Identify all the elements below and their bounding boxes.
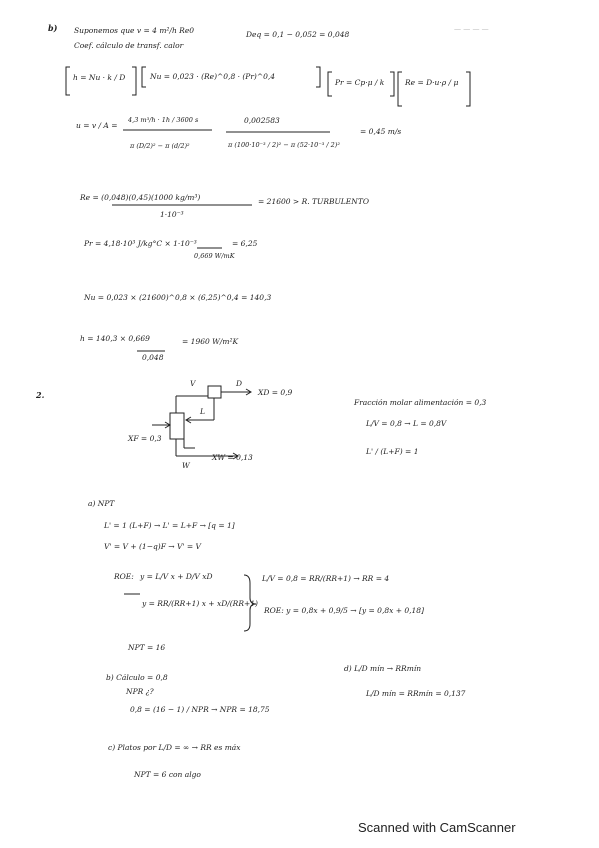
velocity-second-denominator: π (100·10⁻³ / 2)² − π (52·10⁻³ / 2)² [228, 141, 340, 149]
diagram-xw-label: XW = 0,13 [212, 453, 253, 462]
pr-expression: Pr = 4,18·10³ J/kg°C × 1·10⁻³ [84, 239, 197, 248]
formula-re: Re = D·u·ρ / μ [405, 78, 459, 87]
part-d-calc: L/D mín = RRmín = 0,137 [366, 689, 466, 698]
velocity-result: = 0,45 m/s [360, 127, 402, 136]
part-b2-question: NPR ¿? [126, 687, 154, 696]
side-eq1: L/V = 0,8 = RR/(RR+1) → RR = 4 [262, 574, 390, 583]
re-result: = 21600 > R. TURBULENTO [258, 197, 369, 206]
formula-h: h = Nu · k / D [73, 73, 126, 82]
top-right-note: — — — — [454, 25, 489, 33]
part-a-label: a) NPT [88, 499, 115, 508]
feed-fraction: Fracción molar alimentación = 0,3 [354, 398, 487, 407]
velocity-numerator: 4,3 m³/h · 1h / 3600 s [128, 116, 199, 124]
velocity-lhs: u = v / A = [76, 121, 118, 130]
h-expression: h = 140,3 × 0,669 [80, 334, 150, 343]
roe-eq2: y = RR/(RR+1) x + xD/(RR+1) [142, 599, 258, 608]
part-b-label: b) [48, 23, 58, 33]
diagram-l-label: L [200, 407, 205, 416]
camscanner-watermark: Scanned with CamScanner [358, 820, 516, 835]
formula-nu: Nu = 0,023 · (Re)^0,8 · (Pr)^0,4 [150, 72, 276, 81]
diagram-w-label: W [182, 461, 190, 470]
assumption-line: Suponemos que v = 4 m²/h Re0 [74, 26, 195, 35]
lprime-ratio: L' / (L+F) = 1 [366, 447, 419, 456]
part-c-result: NPT = 6 con algo [134, 770, 201, 779]
side-eq2: ROE: y = 0,8x + 0,9/5 → [y = 0,8x + 0,18] [264, 606, 425, 615]
diagram-d-label: D [236, 379, 243, 388]
lv-ratio: L/V = 0,8 → L = 0,8V [366, 419, 447, 428]
deq-line: Deq = 0,1 − 0,052 = 0,048 [246, 30, 350, 39]
roe-label: ROE: [114, 572, 134, 581]
problem-2-label: 2. [36, 390, 45, 400]
formula-pr: Pr = Cp·μ / k [335, 78, 385, 87]
h-result: = 1960 W/m²K [182, 337, 239, 346]
part-c-label: c) Platos por L/D = ∞ → RR es máx [108, 743, 241, 752]
npt-result: NPT = 16 [128, 643, 166, 652]
h-denominator: 0,048 [142, 353, 164, 362]
roe-eq1: y = L/V x + D/V xD [140, 572, 213, 581]
part-b2-label: b) Cálculo = 0,8 [106, 673, 168, 682]
diagram-xf-label: XF = 0,3 [128, 434, 162, 443]
re-numerator: Re = (0,048)(0,45)(1000 kg/m³) [80, 193, 201, 202]
diagram-xd-label: XD = 0,9 [258, 388, 293, 397]
pr-denominator: 0,669 W/mK [194, 252, 235, 260]
velocity-denominator: π (D/2)² − π (d/2)² [130, 142, 190, 150]
velocity-second-numerator: 0,002583 [244, 116, 280, 125]
nu-calc: Nu = 0,023 × (21600)^0,8 × (6,25)^0,4 = 140,3 [84, 293, 272, 302]
diagram-v-label: V [190, 379, 196, 388]
eq-vprime: V' = V + (1−q)F → V' = V [104, 542, 201, 551]
coef-line: Coef. cálculo de transf. calor [74, 41, 184, 50]
eq-lprime: L' = 1 (L+F) → L' = L+F → [q = 1] [104, 521, 235, 530]
part-b2-calc: 0,8 = (16 − 1) / NPR → NPR = 18,75 [130, 705, 270, 714]
part-d-label: d) L/D mín → RRmín [344, 664, 422, 673]
re-denominator: 1·10⁻³ [160, 210, 184, 219]
pr-result: = 6,25 [232, 239, 258, 248]
